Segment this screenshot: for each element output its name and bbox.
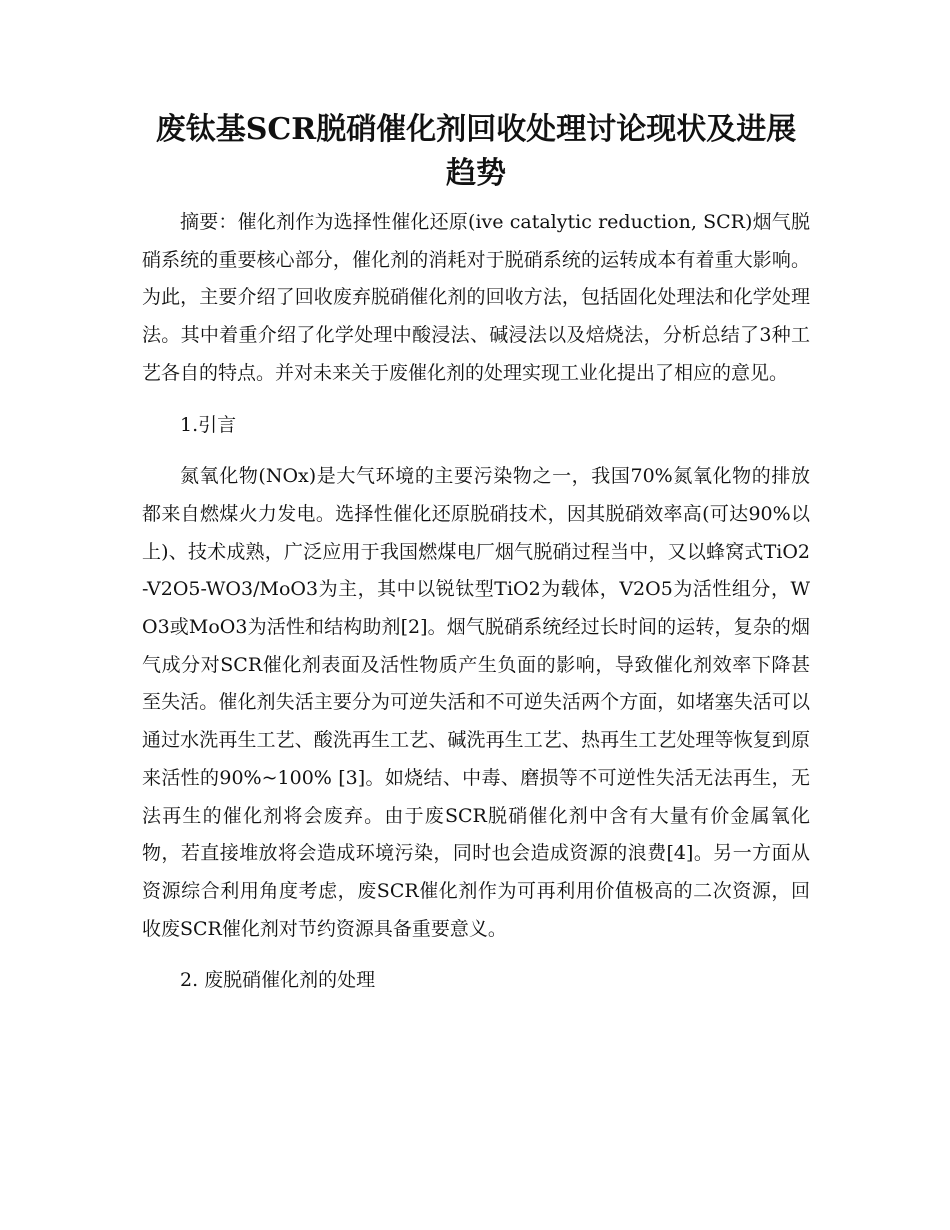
abstract-paragraph: 摘要：催化剂作为选择性催化还原(ive catalytic reduction, SCR)烟气脱硝系统的重要核心部分，催化剂的消耗对于脱硝系统的运转成本有着重大影响。为此，主要介绍了回收废弃脱硝催化剂的回收方法，包括固化处理法和化学处理法。其中着重介绍了化学处理中酸浸法、碱浸法以及焙烧法，分析总结了3种工艺各自的特点。并对未来关于废催化剂的处理实现工业化提出了相应的意见。 (142, 211, 810, 384)
document-page (142, 108, 810, 1000)
document-title: 废钛基SCR脱硝催化剂回收处理讨论现状及进展趋势 (155, 112, 797, 191)
section-heading-introduction: 1.引言 (180, 413, 237, 436)
section-heading-treatment: 2. 废脱硝催化剂的处理 (180, 969, 376, 992)
introduction-paragraph: 氮氧化物(NOx)是大气环境的主要污染物之一，我国70%氮氧化物的排放都来自燃煤火力发电。选择性催化还原脱硝技术，因其脱硝效率高(可达90%以上)、技术成熟，广泛应用于我国燃煤电厂烟气脱硝过程当中，又以蜂窝式TiO2-V2O5-WO3/MoO3为主，其中以锐钛型TiO2为载体，V2O5为活性组分，WO3或MoO3为活性和结构助剂[2]。烟气脱硝系统经过长时间的运转，复杂的烟气成分对SCR催化剂表面及活性物质产生负面的影响，导致催化剂效率下降甚至失活。催化剂失活主要分为可逆失活和不可逆失活两个方面，如堵塞失活可以通过水洗再生工艺、酸洗再生工艺、碱洗再生工艺、热再生工艺处理等恢复到原来活性的90%~100% [3]。如烧结、中毒、磨损等不可逆性失活无法再生，无法再生的催化剂将会废弃。由于废SCR脱硝催化剂中含有大量有价金属氧化物，若直接堆放将会造成环境污染，同时也会造成资源的浪费[4]。另一方面从资源综合利用角度考虑，废SCR催化剂作为可再利用价值极高的二次资源，回收废SCR催化剂对节约资源具备重要意义。 (142, 465, 810, 940)
